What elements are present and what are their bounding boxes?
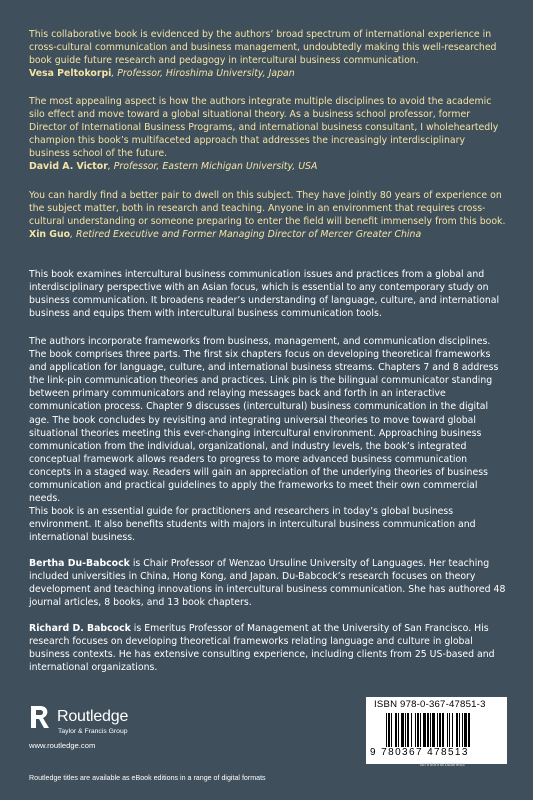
author-name: Richard D. Babcock <box>29 623 131 634</box>
publisher-logo <box>29 704 159 735</box>
blurb-attribution <box>29 228 507 241</box>
description-text: The authors incorporate frameworks from business, management, and communication disciplines. The book comprises three parts. The first six chapters focus on developing theoretical frameworks and application for language, culture, and international business streams. Chapters 7 and 8 address the link-pin communication theories and practices. Link pin is the bilingual communicator standing between primary communicators and relaying messages back and forth in an interactive communication process. Chapter 9 discusses (intercultural) business communication in the digital age. The book concludes by revisiting and integrating universal theories to move toward global situational theories meeting this ever-changing intercultural environment. Approaching business communication from the individual, organizational, and industry levels, the book’s integrated conceptual framework allows readers to progress to more advanced business communication concepts in a staged way. Readers will gain an appreciation of the underlying theories of business communication and practical guidelines to apply the frameworks to meet their own commercial needs. <box>29 336 499 505</box>
blurb-affiliation: , Professor, Hiroshima University, Japan <box>111 68 295 80</box>
barcode-icon <box>386 713 502 749</box>
blurb-quote: The most appealing aspect is how the authors integrate multiple disciplines to avoid the academic silo effect and move toward a global situational theory. As a business school professor, former Director of International Business Programs, and international business consultant, I wholeheartedly champion this book’s multifaceted approach that addresses the increasingly interdisciplinary business school of the future. <box>29 96 499 160</box>
description-text: This book examines intercultural business communication issues and practices from a global and interdisciplinary perspective with an Asian focus, which is essential to any contemporary study on business communication. It broadens reader’s understanding of language, culture, and international business and equips them with intercultural business communication tools. <box>29 269 500 320</box>
blurb-affiliation: , Retired Executive and Former Managing Director of Mercer Greater China <box>70 229 422 241</box>
blurb-affiliation: , Professor, Eastern Michigan University, USA <box>107 161 318 173</box>
blurb-3 <box>29 189 507 241</box>
author-bio-2 <box>29 622 507 674</box>
author-bio-text: is Emeritus Professor of Management at the University of San Francisco. His research focuses on developing theoretical frameworks relating language and culture in global business contexts. He has extensive consulting experience, including clients from 25 US-based and international organizations. <box>29 623 495 674</box>
blurb-attribution <box>29 160 507 173</box>
isbn-barcode <box>366 697 507 764</box>
blurb-name: David A. Victor <box>29 161 108 173</box>
description-text: This book is an essential guide for practitioners and researchers in today’s global business environment. It also benefits students with majors in intercultural business communication and international business. <box>29 506 476 544</box>
informa-label: an informa business <box>420 762 465 768</box>
author-bio-1 <box>29 557 507 609</box>
author-bio-text: is Chair Professor of Wenzao Ursuline University of Languages. Her teaching included universities in China, Hong Kong, and Japan. Du-Babcock’s research focuses on theory development and teaching innovations in intercultural business communication. She has authored 48 journal articles, 8 books, and 13 book chapters. <box>29 558 506 609</box>
blurb-1 <box>29 28 507 80</box>
isbn-label: ISBN 978-0-367-47851-3 <box>374 699 486 710</box>
blurb-name: Xin Guo <box>29 229 71 241</box>
publisher-group: Taylor & Francis Group <box>58 728 128 735</box>
blurb-attribution <box>29 67 507 80</box>
routledge-emblem-icon <box>29 704 51 730</box>
description-paragraph-2 <box>29 335 507 505</box>
publisher-url[interactable]: www.routledge.com <box>29 741 96 750</box>
ebook-note: Routledge titles are available as eBook editions in a range of digital formats <box>29 774 266 782</box>
blurb-quote: This collaborative book is evidenced by the authors’ broad spectrum of international experience in cross-cultural communication and business management, undoubtedly making this well-researched book guide future research and pedagogy in intercultural business communication. <box>29 29 497 67</box>
description-paragraph-1 <box>29 268 507 320</box>
blurb-name: Vesa Peltokorpi <box>29 68 112 80</box>
publisher-name: Routledge <box>57 708 129 725</box>
barcode-digits: 9 780367 478513 <box>370 747 469 758</box>
description-paragraph-3 <box>29 505 507 544</box>
author-name: Bertha Du-Babcock <box>29 558 130 569</box>
blurb-quote: You can hardly find a better pair to dwell on this subject. They have jointly 80 years of experience on the subject matter, both in research and teaching. Anyone in an environment that requires cross-cultural understanding or someone preparing to enter the field will benefit immensely from this book. <box>29 190 506 228</box>
blurb-2 <box>29 95 507 174</box>
